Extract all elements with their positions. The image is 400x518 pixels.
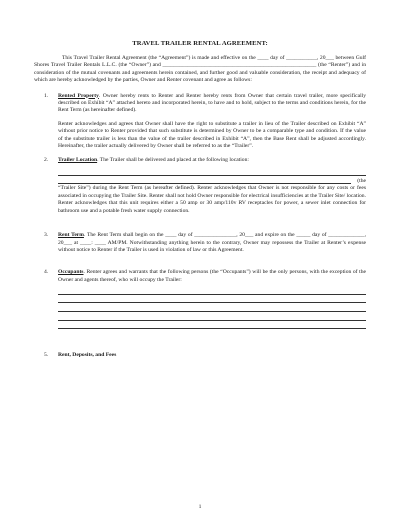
section-number: 5. bbox=[44, 352, 49, 359]
section-occupants bbox=[34, 269, 366, 329]
section-text: . The Rent Term shall begin on the ____ day of _______________, 20___ and expire on the _____ day of _____________, 20___ at ____: ____ AM/PM. Notwithstanding anything herein to the contrary, Owner may repossess the Trailer at Renter’s expense without notice to Renter if the Trailer is used in violation of law or this Agreement. bbox=[58, 232, 366, 253]
section-body bbox=[58, 93, 366, 115]
section-body bbox=[58, 352, 366, 359]
section-heading: Trailer Location bbox=[58, 157, 98, 164]
section-number: 2. bbox=[44, 157, 49, 164]
section-text: . The Trailer shall be delivered and placed at the following location: bbox=[97, 157, 249, 164]
section-heading: Rent, Deposits, and Fees bbox=[58, 352, 117, 359]
section-number: 1. bbox=[44, 92, 49, 99]
section-paragraph: “Trailer Site”) during the Rent Term (as hereafter defined). Renter acknowledges that Owner is not responsible for any costs or fees associated in occupying the Trailer Site. Renter shall not hold Owner responsible for electrical insufficiencies at the Trailer Site/ location. Renter acknowledges that this unit requires either a 50 amp or 30 amp/110v RV receptacles for power, a sewer inlet connection for bathroom use and a potable fresh water supply connection. bbox=[58, 185, 366, 214]
document-title: TRAVEL TRAILER RENTAL AGREEMENT: bbox=[132, 40, 268, 47]
section-body bbox=[58, 269, 366, 284]
section-body bbox=[58, 232, 366, 254]
occupant-lines bbox=[58, 286, 366, 329]
occupant-line bbox=[58, 321, 366, 330]
occupant-line bbox=[58, 303, 366, 312]
spacer bbox=[34, 336, 366, 352]
section-heading: Rented Property bbox=[58, 92, 99, 99]
page-number: 1 bbox=[198, 504, 202, 510]
section-text: . Owner hereby rents to Renter and Renter hereby rents from Owner that certain travel trailer, more specifically described on Exhibit “A” attached hereto and incorporated herein, to have and to hold, subject to the terms and conditions herein, for the Rent Term (as hereinafter defined). bbox=[58, 92, 366, 114]
section-text: . Renter agrees and warrants that the following persons (the “Occupants”) will be the only persons, with the exception of the Owner and agents thereof, who will occupy the Trailer: bbox=[58, 269, 366, 283]
occupant-line bbox=[58, 295, 366, 304]
intro-paragraph: This Travel Trailer Rental Agreement (the “Agreement”) is made and effective on the ____ day of ___________, 20___ between Gulf Shores Travel Trailer Rentals L.L.C. (the “Owner”) and _______________________________________________________ (the “Renter”) and in consideration of the mutual covenants and agreements herein contained, and further good and valuable consideration, the receipt and adequacy of which are hereby acknowledged by the parties, Owner and Renter covenant and agree as follows: bbox=[34, 55, 366, 84]
section-number: 3. bbox=[44, 232, 49, 239]
section-number: 4. bbox=[44, 269, 49, 276]
section-rent-deposits-fees bbox=[34, 352, 366, 359]
section-rent-term bbox=[34, 232, 366, 254]
spacer bbox=[34, 222, 366, 232]
section-body bbox=[58, 157, 366, 164]
section-heading: Rent Term bbox=[58, 232, 84, 239]
section-rented-property bbox=[34, 93, 366, 151]
section-paragraph: Renter acknowledges and agrees that Owner shall have the right to substitute a trailer in lieu of the Trailer described on Exhibit “A” without prior notice to Renter provided that such substitute is determined by Owner to be a comparable type and condition. If the value of the substitute trailer is less than the value of the trailer described in Exhibit “A”, then the Base Rent shall be adjusted accordingly. Hereinafter, the trailer actually delivered by Owner shall be referred to as the “Trailer”. bbox=[58, 120, 366, 150]
location-blank-line-1 bbox=[58, 168, 366, 177]
occupant-line bbox=[58, 312, 366, 321]
occupant-line bbox=[58, 286, 366, 295]
section-heading: Occupants bbox=[58, 269, 84, 276]
blank-line bbox=[58, 183, 351, 184]
section-trailer-location bbox=[34, 157, 366, 215]
location-line-tail: (the bbox=[357, 178, 366, 185]
